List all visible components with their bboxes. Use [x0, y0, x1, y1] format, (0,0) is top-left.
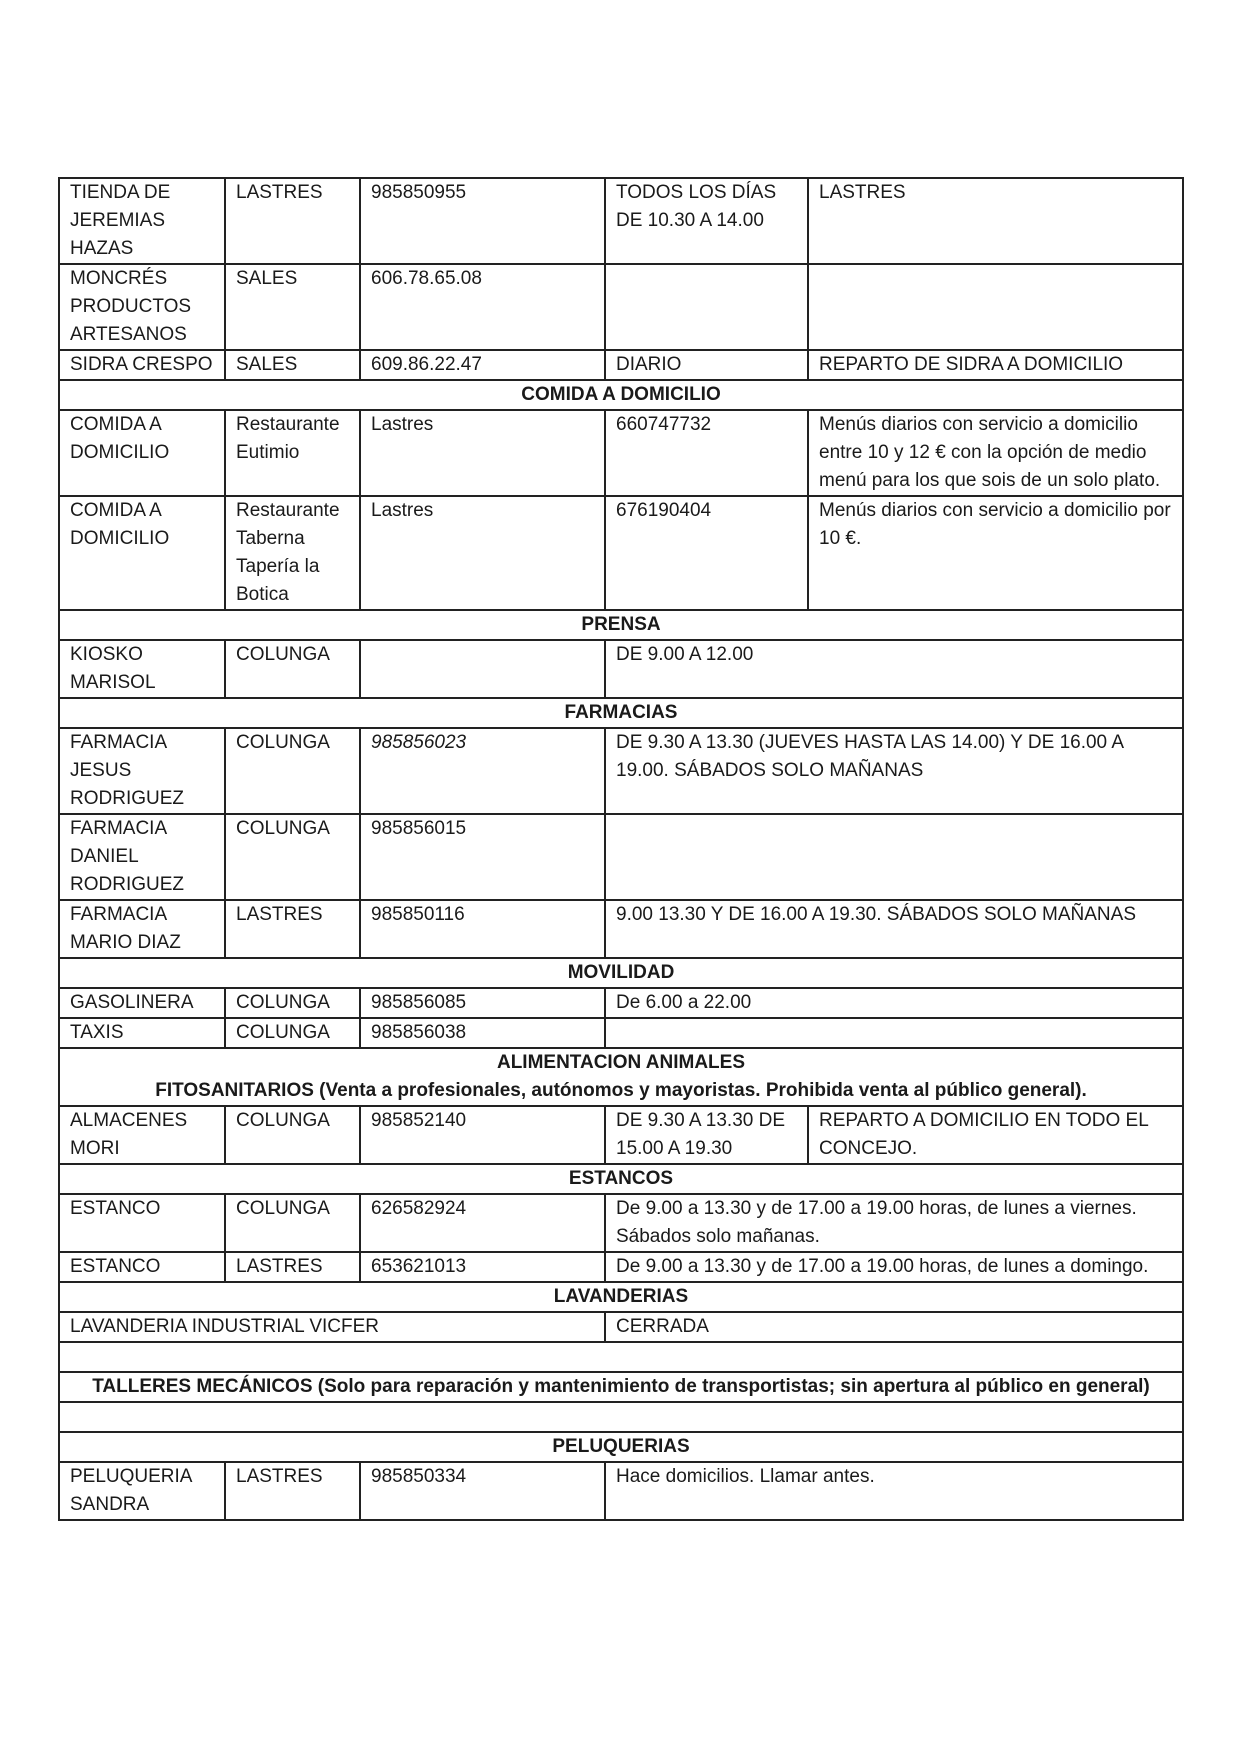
table-row — [59, 728, 1183, 814]
cell-phone: 985850116 — [360, 900, 605, 958]
cell-name: COMIDA A DOMICILIO — [59, 410, 225, 496]
table-row — [59, 900, 1183, 958]
cell-hours: 676190404 — [605, 496, 808, 610]
cell-hours: DE 9.30 A 13.30 (JUEVES HASTA LAS 14.00) Y DE 16.00 A 19.00. SÁBADOS SOLO MAÑANAS — [605, 728, 1183, 814]
section-header-row — [59, 1048, 1183, 1106]
cell-phone: Lastres — [360, 496, 605, 610]
section-subtitle-line: FITOSANITARIOS (Venta a profesionales, autónomos y mayoristas. Prohibida venta al público general). — [155, 1080, 1087, 1101]
cell-location: COLUNGA — [225, 640, 360, 698]
table-row — [59, 1462, 1183, 1520]
cell-phone: 985856085 — [360, 988, 605, 1018]
cell-notes — [808, 264, 1183, 350]
cell-hours: TODOS LOS DÍAS DE 10.30 A 14.00 — [605, 178, 808, 264]
section-header-row — [59, 698, 1183, 728]
cell-hours: Hace domicilios. Llamar antes. — [605, 1462, 1183, 1520]
cell-phone: 985850334 — [360, 1462, 605, 1520]
cell-hours — [605, 814, 1183, 900]
table-row — [59, 264, 1183, 350]
cell-notes: REPARTO DE SIDRA A DOMICILIO — [808, 350, 1183, 380]
blank-row — [59, 1402, 1183, 1432]
cell-name: MONCRÉS PRODUCTOS ARTESANOS — [59, 264, 225, 350]
table-row — [59, 1194, 1183, 1252]
section-title: ESTANCOS — [59, 1164, 1183, 1194]
table-row — [59, 350, 1183, 380]
cell-name: LAVANDERIA INDUSTRIAL VICFER — [59, 1312, 605, 1342]
cell-phone: 985856015 — [360, 814, 605, 900]
cell-hours: De 9.00 a 13.30 y de 17.00 a 19.00 horas, de lunes a domingo. — [605, 1252, 1183, 1282]
cell-hours: DE 9.30 A 13.30 DE 15.00 A 19.30 — [605, 1106, 808, 1164]
cell-location: COLUNGA — [225, 1194, 360, 1252]
cell-name: ALMACENES MORI — [59, 1106, 225, 1164]
cell-hours — [605, 264, 808, 350]
cell-phone: 985850955 — [360, 178, 605, 264]
section-header-row — [59, 380, 1183, 410]
section-title — [59, 1048, 1183, 1106]
cell-name: ESTANCO — [59, 1252, 225, 1282]
cell-phone: 985856023 — [360, 728, 605, 814]
cell-location: COLUNGA — [225, 988, 360, 1018]
cell-phone: 606.78.65.08 — [360, 264, 605, 350]
section-title: FARMACIAS — [59, 698, 1183, 728]
cell-location: COLUNGA — [225, 1018, 360, 1048]
table-body — [59, 178, 1183, 1520]
cell-name: GASOLINERA — [59, 988, 225, 1018]
section-title: COMIDA A DOMICILIO — [59, 380, 1183, 410]
blank-row — [59, 1342, 1183, 1372]
cell-name: TIENDA DE JEREMIAS HAZAS — [59, 178, 225, 264]
directory-table — [58, 177, 1184, 1521]
table-row — [59, 814, 1183, 900]
cell-location: LASTRES — [225, 900, 360, 958]
cell-name: COMIDA A DOMICILIO — [59, 496, 225, 610]
section-header-row — [59, 1282, 1183, 1312]
table-row — [59, 1106, 1183, 1164]
cell-location: COLUNGA — [225, 814, 360, 900]
cell-hours: De 9.00 a 13.30 y de 17.00 a 19.00 horas, de lunes a viernes. Sábados solo mañanas. — [605, 1194, 1183, 1252]
cell-phone: 626582924 — [360, 1194, 605, 1252]
table-row — [59, 178, 1183, 264]
table-row — [59, 1312, 1183, 1342]
cell-phone — [360, 640, 605, 698]
cell-name: FARMACIA DANIEL RODRIGUEZ — [59, 814, 225, 900]
cell-name: TAXIS — [59, 1018, 225, 1048]
table-row — [59, 496, 1183, 610]
cell-location: LASTRES — [225, 178, 360, 264]
section-title-line: ALIMENTACION ANIMALES — [496, 1052, 746, 1073]
cell-hours: 660747732 — [605, 410, 808, 496]
cell-notes: REPARTO A DOMICILIO EN TODO EL CONCEJO. — [808, 1106, 1183, 1164]
section-header-row — [59, 1432, 1183, 1462]
table-row — [59, 988, 1183, 1018]
cell-hours: DE 9.00 A 12.00 — [605, 640, 1183, 698]
cell-name: PELUQUERIA SANDRA — [59, 1462, 225, 1520]
table-row — [59, 1018, 1183, 1048]
section-title: PELUQUERIAS — [59, 1432, 1183, 1462]
cell-phone: 985852140 — [360, 1106, 605, 1164]
blank-cell — [59, 1402, 1183, 1432]
cell-phone: 609.86.22.47 — [360, 350, 605, 380]
blank-cell — [59, 1342, 1183, 1372]
cell-notes: LASTRES — [808, 178, 1183, 264]
cell-name: KIOSKO MARISOL — [59, 640, 225, 698]
cell-location: LASTRES — [225, 1252, 360, 1282]
cell-hours: DIARIO — [605, 350, 808, 380]
table-row — [59, 1252, 1183, 1282]
section-header-row — [59, 958, 1183, 988]
cell-name: FARMACIA MARIO DIAZ — [59, 900, 225, 958]
cell-name: ESTANCO — [59, 1194, 225, 1252]
table-row — [59, 410, 1183, 496]
section-header-row — [59, 610, 1183, 640]
cell-location: SALES — [225, 264, 360, 350]
cell-phone: 985856038 — [360, 1018, 605, 1048]
cell-name: FARMACIA JESUS RODRIGUEZ — [59, 728, 225, 814]
cell-hours — [605, 1018, 1183, 1048]
cell-hours: De 6.00 a 22.00 — [605, 988, 1183, 1018]
cell-hours: 9.00 13.30 Y DE 16.00 A 19.30. SÁBADOS SOLO MAÑANAS — [605, 900, 1183, 958]
section-title: TALLERES MECÁNICOS (Solo para reparación y mantenimiento de transportistas; sin apertura al público en general) — [59, 1372, 1183, 1402]
section-header-row — [59, 1164, 1183, 1194]
cell-notes: Menús diarios con servicio a domicilio entre 10 y 12 € con la opción de medio menú para los que sois de un solo plato. — [808, 410, 1183, 496]
section-header-row — [59, 1372, 1183, 1402]
cell-phone: Lastres — [360, 410, 605, 496]
section-title: PRENSA — [59, 610, 1183, 640]
cell-location: COLUNGA — [225, 728, 360, 814]
cell-location: Restaurante Eutimio — [225, 410, 360, 496]
cell-location: COLUNGA — [225, 1106, 360, 1164]
section-title: MOVILIDAD — [59, 958, 1183, 988]
cell-location: LASTRES — [225, 1462, 360, 1520]
cell-notes: Menús diarios con servicio a domicilio por 10 €. — [808, 496, 1183, 610]
cell-location: Restaurante Taberna Tapería la Botica — [225, 496, 360, 610]
cell-status: CERRADA — [605, 1312, 1183, 1342]
cell-name: SIDRA CRESPO — [59, 350, 225, 380]
section-title: LAVANDERIAS — [59, 1282, 1183, 1312]
table-row — [59, 640, 1183, 698]
cell-location: SALES — [225, 350, 360, 380]
cell-phone: 653621013 — [360, 1252, 605, 1282]
